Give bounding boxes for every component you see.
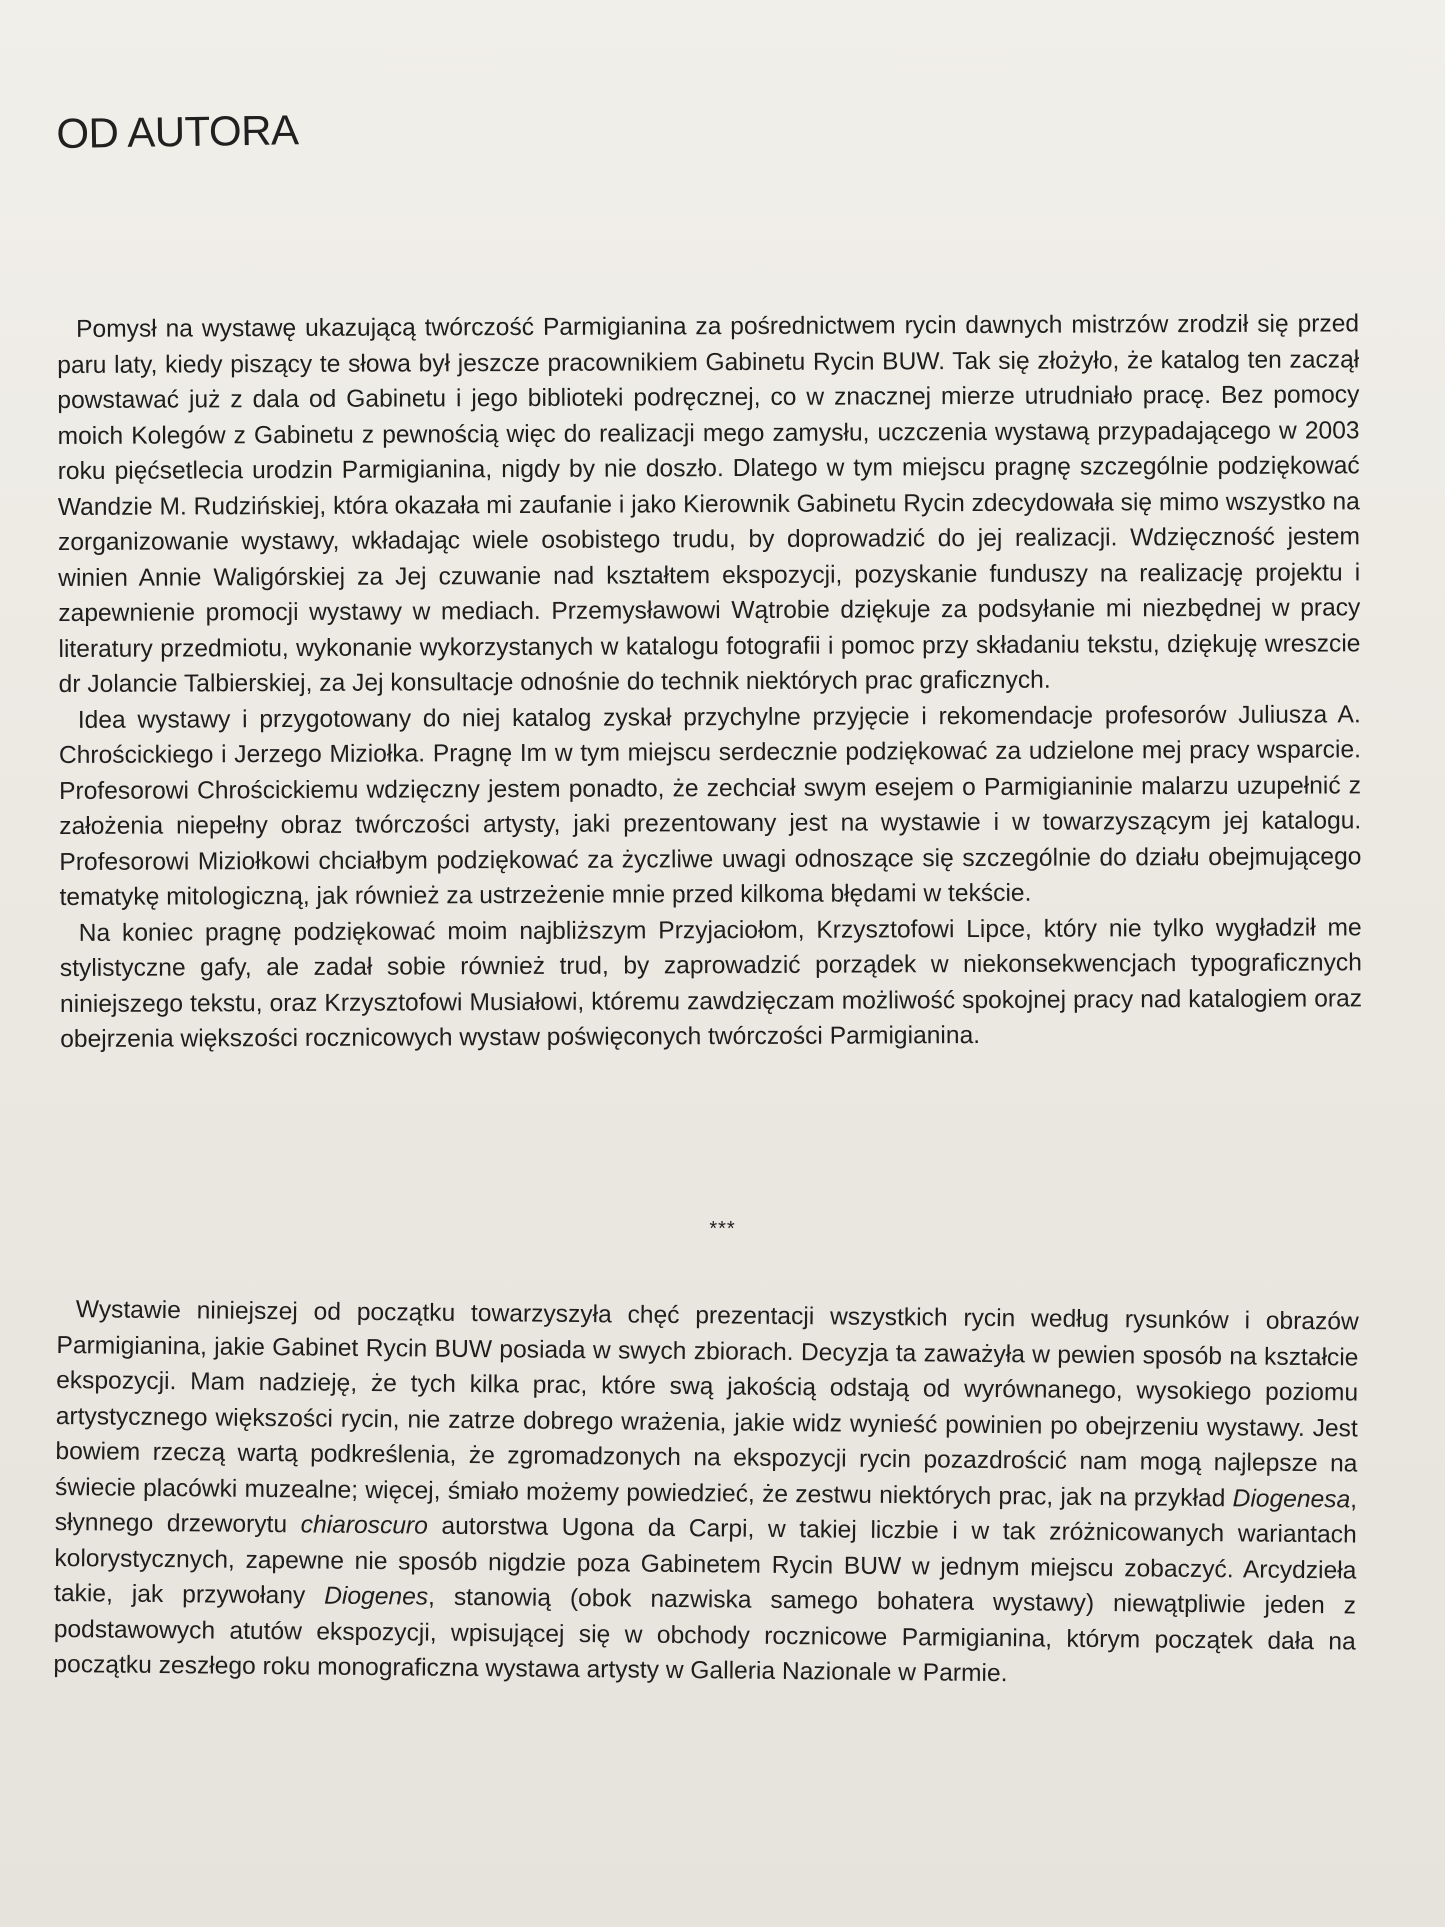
italic-title-diogenes: Diogenes xyxy=(324,1582,429,1611)
paragraph-4 xyxy=(53,1292,1359,1695)
paragraph-4-text-3: autorstwa Ugona da Carpi, w takiej liczbie i w tak zróżnicowanych wariantach kolorystycznych, zapewne nie sposób nigdzie poza Gabinetem Rycin BUW w jednym miejscu zobaczyć. Arcydzieła takie, jak przywołany xyxy=(53,1512,1357,1610)
paragraph-1: Pomysł na wystawę ukazującą twórczość Parmigianina za pośrednictwem rycin dawnych mistrzów zrodził się przed paru laty, kiedy piszący te słowa był jeszcze pracownikiem Gabinetu Rycin BUW. Tak się złożyło, że katalog ten zaczął powstawać już z dala od Gabinetu i jego biblioteki podręcznej, co w znacznej mierze utrudniało pracę. Bez pomocy moich Kolegów z Gabinetu z pewnością więc do realizacji mego zamysłu, uczczenia wystawą przypadającego w 2003 roku pięćsetlecia urodzin Parmigianina, nigdy by nie doszło. Dlatego w tym miejscu pragnę szczególnie podziękować Wandzie M. Rudzińskiej, która okazała mi zaufanie i jako Kierownik Gabinetu Rycin zdecydowała się mimo wszystko na zorganizowanie wystawy, wkładając wiele osobistego trudu, by doprowadzić do jej realizacji. Wdzięczność jestem winien Annie Waligórskiej za Jej czuwanie nad kształtem ekspozycji, pozyskanie funduszy na realizację projektu i zapewnienie promocji wystawy w mediach. Przemysławowi Wątrobie dziękuje za podsyłanie mi niezbędnej w pracy literatury przedmiotu, wykonanie wykorzystanych w katalogu fotografii i pomoc przy składaniu tekstu, dziękuję wreszcie dr Jolancie Talbierskiej, za Jej konsultacje odnośnie do technik niektórych prac graficznych. xyxy=(57,310,1361,698)
paragraph-4-text-2: , słynnego drzeworytu xyxy=(54,1485,1358,1539)
italic-title-diogenesa: Diogenesa xyxy=(1232,1484,1351,1513)
paragraph-2: Idea wystawy i przygotowany do niej katalog zyskał przychylne przyjęcie i rekomendacje profesorów Juliusza A. Chrościckiego i Jerzego Miziołka. Pragnę Im w tym miejscu serdecznie podziękować za udzielone mej pracy wsparcie. Profesorowi Chrościckiemu wdzięczny jestem ponadto, że zechciał swym esejem o Parmigianinie malarzu uzupełnić z założenia niepełny obraz twórczości artysty, jaki prezentowany jest na wystawie i w towarzyszącym jej katalogu. Profesorowi Miziołkowi chciałbym podziękować za życzliwe uwagi odnoszące się szczególnie do działu obejmującego tematykę mitologiczną, jak również za ustrzeżenie mnie przed kilkoma błędami w tekście. xyxy=(58,700,1362,911)
paragraph-3: Na koniec pragnę podziękować moim najbliższym Przyjaciołom, Krzysztofowi Lipce, który nie tylko wygładził me stylistyczne gafy, ale zadał sobie również trud, by zaprowadzić porządek w niekonsekwencjach typograficznych niniejszego tekstu, oraz Krzysztofowi Musiałowi, któremu zawdzięczam możliwość spokojnej pracy nad katalogiem oraz obejrzenia większości rocznicowych wystaw poświęconych twórczości Parmigianina. xyxy=(59,913,1363,1053)
page-title: OD AUTORA xyxy=(56,106,299,157)
exhibition-section xyxy=(53,1292,1359,1695)
paragraph-4-text-4: , stanowią (obok nazwiska samego bohatera wystawy) niewątpliwie jeden z podstawowych atutów ekspozycji, wpisującej się w obchody rocznicowe Parmigianina, którym początek dała na początku zeszłego roku monograficzna wystawa artysty w Galleria Nazionale w Parmie. xyxy=(53,1583,1357,1688)
section-separator: *** xyxy=(709,1218,736,1240)
italic-term-chiaroscuro: chiaroscuro xyxy=(300,1511,428,1540)
paragraph-4-text-1: Wystawie niniejszej od początku towarzyszyła chęć prezentacji wszystkich rycin według rysunków i obrazów Parmigianina, jakie Gabinet Rycin BUW posiada w swych zbiorach. Decyzja ta zaważyła w pewien sposób na kształcie ekspozycji. Mam nadzieję, że tych kilka prac, które swą jakością odstają od wyrównanego, wysokiego poziomu artystycznego większości rycin, nie zatrze dobrego wrażenia, jakie widz wynieść powinien po obejrzeniu wystawy. Jest bowiem rzeczą wartą podkreślenia, że zgromadzonych na ekspozycji rycin pozazdrościć nam mogą najlepsze na świecie placówki muzealne; więcej, śmiało możemy powiedzieć, że zestwu niektórych prac, jak na przykład xyxy=(54,1296,1359,1512)
acknowledgements-section xyxy=(57,306,1362,1057)
